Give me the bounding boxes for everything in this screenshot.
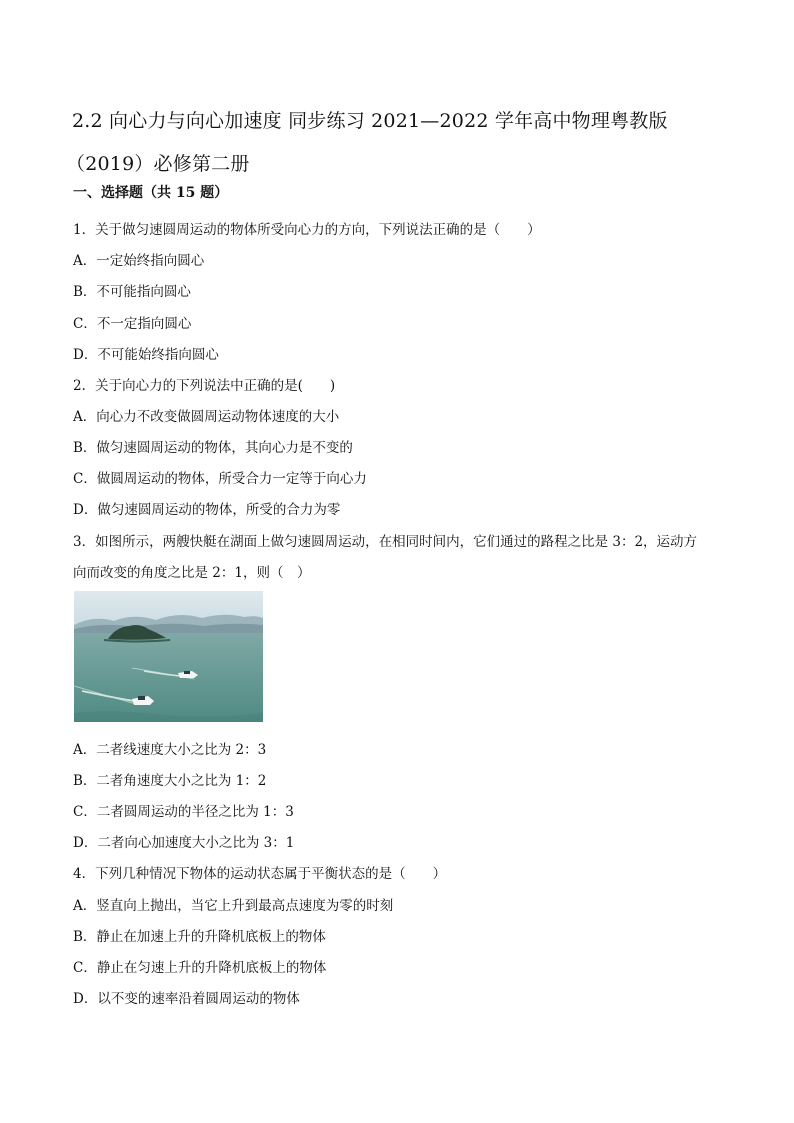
question-4-option-b: B．静止在加速上升的升降机底板上的物体: [73, 929, 326, 945]
section-heading: 一、选择题（共 15 题）: [73, 185, 229, 201]
question-3-option-a: A．二者线速度大小之比为 2：3: [73, 742, 267, 758]
question-1-option-b: B．不可能指向圆心: [73, 284, 191, 300]
question-2-stem: 2．关于向心力的下列说法中正确的是( ): [73, 378, 336, 394]
question-3-stem-continued: 向而改变的角度之比是 2：1，则（ ）: [73, 565, 311, 581]
question-1-option-c: C．不一定指向圆心: [73, 316, 192, 332]
question-2-option-c: C．做圆周运动的物体，所受合力一定等于向心力: [73, 471, 367, 487]
question-4-stem: 4．下列几种情况下物体的运动状态属于平衡状态的是（ ）: [73, 866, 447, 882]
question-3-stem: 3．如图所示，两艘快艇在湖面上做匀速圆周运动，在相同时间内，它们通过的路程之比是 3：2，运动方: [73, 534, 698, 550]
question-3-option-d: D．二者向心加速度大小之比为 3：1: [73, 835, 295, 851]
title-line-1: 2.2 向心力与向心加速度 同步练习 2021—2022 学年高中物理粤教版: [72, 110, 668, 132]
question-1-option-d: D．不可能始终指向圆心: [73, 347, 219, 363]
document-title: [66, 100, 732, 186]
question-4-option-d: D．以不变的速率沿着圆周运动的物体: [73, 991, 300, 1007]
question-1-option-a: A．一定始终指向圆心: [73, 253, 205, 269]
question-3-option-c: C．二者圆周运动的半径之比为 1：3: [73, 804, 294, 820]
title-line-2: （2019）必修第二册: [66, 153, 250, 175]
question-4-option-c: C．静止在匀速上升的升降机底板上的物体: [73, 960, 327, 976]
question-3-option-b: B．二者角速度大小之比为 1：2: [73, 773, 267, 789]
question-2-option-b: B．做匀速圆周运动的物体，其向心力是不变的: [73, 440, 353, 456]
question-1-stem: 1．关于做匀速圆周运动的物体所受向心力的方向，下列说法正确的是（ ）: [73, 222, 541, 238]
speedboats-lake-photo: [74, 591, 263, 722]
question-2-option-d: D．做匀速圆周运动的物体，所受的合力为零: [73, 502, 341, 518]
question-4-option-a: A．竖直向上抛出，当它上升到最高点速度为零的时刻: [73, 898, 394, 914]
question-2-option-a: A．向心力不改变做圆周运动物体速度的大小: [73, 409, 340, 425]
